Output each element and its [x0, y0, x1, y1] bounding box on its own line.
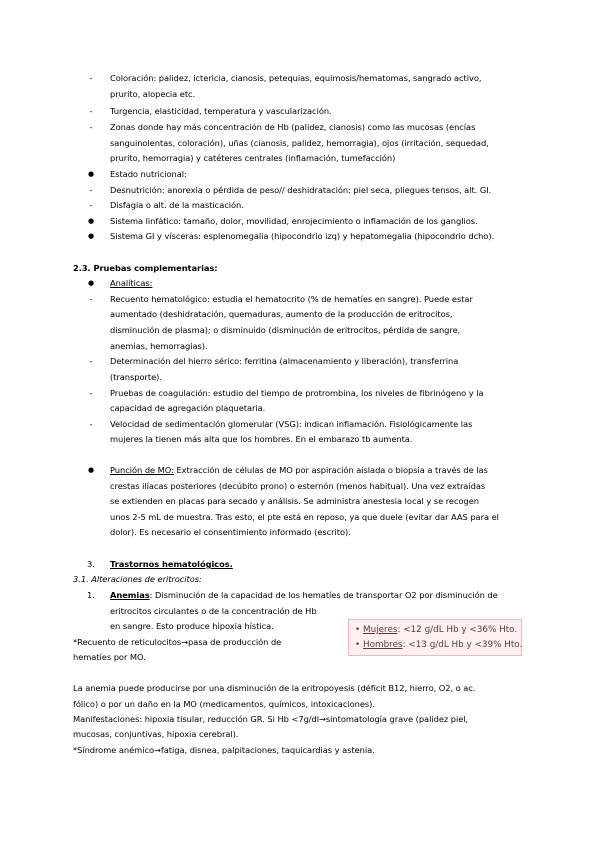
bullet-marker: ●	[87, 279, 95, 287]
text-line: *Síndrome anémico→fatiga, disnea, palpitaciones, taquicardias y astenia.	[73, 745, 375, 755]
text-line: Sistema linfático: tamaño, dolor, movilidad, enrojecimiento o inflamación de los ganglios.	[110, 216, 478, 226]
text-line: dolor). Es necesario el consentimiento informado (escrito).	[110, 527, 351, 537]
text-line: crestas ilíacas posteriores (decúbito prono) o esternón (menos habitual). Una vez extraídas	[110, 481, 486, 491]
text-line: fólico) o por un daño en la MO (medicamentos, químicos, intoxicaciones).	[73, 699, 375, 709]
bullet-marker: ●	[87, 170, 95, 178]
text-line: Sistema GI y vísceras: esplenomegalia (hipocondrio izq) y hepatomegalia (hipocondrio dcho).	[110, 231, 495, 241]
text-line: (transporte).	[110, 372, 162, 382]
text-line: Disfagia o alt. de la masticación.	[110, 200, 244, 210]
text-line: sanguinolentas, coloración), uñas (cianosis, palidez, hemorragia), ojos (irritación, sequedad,	[110, 138, 489, 148]
text-line: hematíes por MO.	[73, 652, 146, 662]
text-line: eritrocitos circulantes o de la concentración de Hb	[110, 606, 317, 616]
section-heading: Trastornos hematológicos.	[110, 559, 233, 569]
text-line: Zonas donde hay más concentración de Hb (palidez, cianosis) como las mucosas (encías	[110, 122, 476, 132]
box-bullet: •	[355, 625, 361, 635]
women-values: : <12 g/dL Hb y <36% Hto.	[397, 625, 518, 635]
text-line: Manifestaciones: hipoxia tisular, reducción GR. Si Hb <7g/dl→sintomatología grave (palidez piel,	[73, 714, 469, 724]
text-line: disminución de plasma); o disminuido (disminución de eritrocitos, pérdida de sangre,	[110, 325, 461, 335]
bullet-marker: ●	[87, 232, 95, 240]
box-bullet: •	[355, 640, 361, 650]
dash-marker: -	[89, 419, 93, 429]
text-line: Turgencia, elasticidad, temperatura y vascularización.	[110, 106, 332, 116]
bullet-marker: ●	[87, 217, 95, 225]
text-line: aumentado (deshidratación, quemaduras, aumento de la producción de eritrocitos,	[110, 309, 453, 319]
text-line: Desnutrición: anorexia o pérdida de peso// deshidratación: piel seca, pliegues tensos, alt. GI.	[110, 185, 492, 195]
dash-marker: -	[89, 388, 93, 398]
text-line: unos 2-5 mL de muestra. Tras esto, el pte está en reposo, ya que duele (evitar dar AAS para el	[110, 512, 499, 522]
number-marker: 1.	[87, 590, 95, 600]
number-marker: 3.	[87, 559, 95, 569]
text-line: La anemia puede producirse por una disminución de la eritropoyesis (déficit B12, hierro, O2, o ac.	[73, 683, 476, 693]
text-line: anemias, hemorragias).	[110, 341, 208, 351]
text-line: Determinación del hierro sérico: ferritina (almacenamiento y liberación), transferrina	[110, 356, 459, 366]
text-line: Recuento hematológico: estudia el hematocrito (% de hematíes en sangre). Puede estar	[110, 294, 473, 304]
dash-marker: -	[89, 294, 93, 304]
dash-marker: -	[89, 200, 93, 210]
text-line: en sangre. Esto produce hipoxia hística.	[110, 621, 274, 631]
section-heading: 2.3. Pruebas complementarias:	[73, 263, 218, 273]
bullet-marker: ●	[87, 466, 95, 474]
text-line: mujeres la tienen más alta que los hombres. En el embarazo tb aumenta.	[110, 434, 413, 444]
men-label: Hombres	[363, 640, 403, 650]
anemias-text: : Disminución de la capacidad de los hematíes de transportar O2 por disminución de	[149, 590, 498, 600]
dash-marker: -	[89, 356, 93, 366]
text-line: se extienden en placas para secado y análisis. Se administra anestesia local y se recogen	[110, 496, 479, 506]
reference-women	[355, 624, 517, 636]
text-line	[110, 464, 488, 476]
women-label: Mujeres	[363, 625, 398, 635]
anemias-label: Anemias	[110, 590, 150, 600]
reference-men	[355, 639, 522, 651]
puncion-label: Punción de MO:	[110, 465, 174, 475]
text-line: Coloración: palidez, ictericia, cianosis, petequias, equimosis/hematomas, sangrado activo,	[110, 73, 482, 83]
dash-marker: -	[89, 122, 93, 132]
text-line: mucosas, conjuntivas, hipoxia cerebral).	[73, 729, 239, 739]
text-line: *Recuento de reticulocitos→pasa de producción de	[73, 637, 282, 647]
puncion-text: Extracción de células de MO por aspiración aislada o biopsia a través de las	[173, 465, 488, 475]
text-line: Pruebas de coagulación: estudio del tiempo de protrombina, los niveles de fibrinógeno y la	[110, 388, 484, 398]
subheading-analiticas: Analíticas:	[110, 278, 153, 288]
subsection-heading: 3.1. Alteraciones de eritrocitos:	[73, 574, 202, 584]
dash-marker: -	[89, 185, 93, 195]
text-line: prurito, alopecia etc.	[110, 89, 196, 99]
text-line: capacidad de agregación plaquetaria.	[110, 403, 266, 413]
text-line: prurito, hemorragia) y catéteres centrales (inflamación, tumefacción)	[110, 153, 396, 163]
men-values: : <13 g/dL Hb y <39% Hto.	[402, 640, 523, 650]
text-line	[110, 589, 498, 601]
reference-values-box	[348, 619, 522, 656]
text-line: Velocidad de sedimentación glomerular (VSG): indican inflamación. Fisiológicamente las	[110, 419, 473, 429]
text-line: Estado nutricional:	[110, 169, 187, 179]
dash-marker: -	[89, 73, 93, 83]
dash-marker: -	[89, 106, 93, 116]
